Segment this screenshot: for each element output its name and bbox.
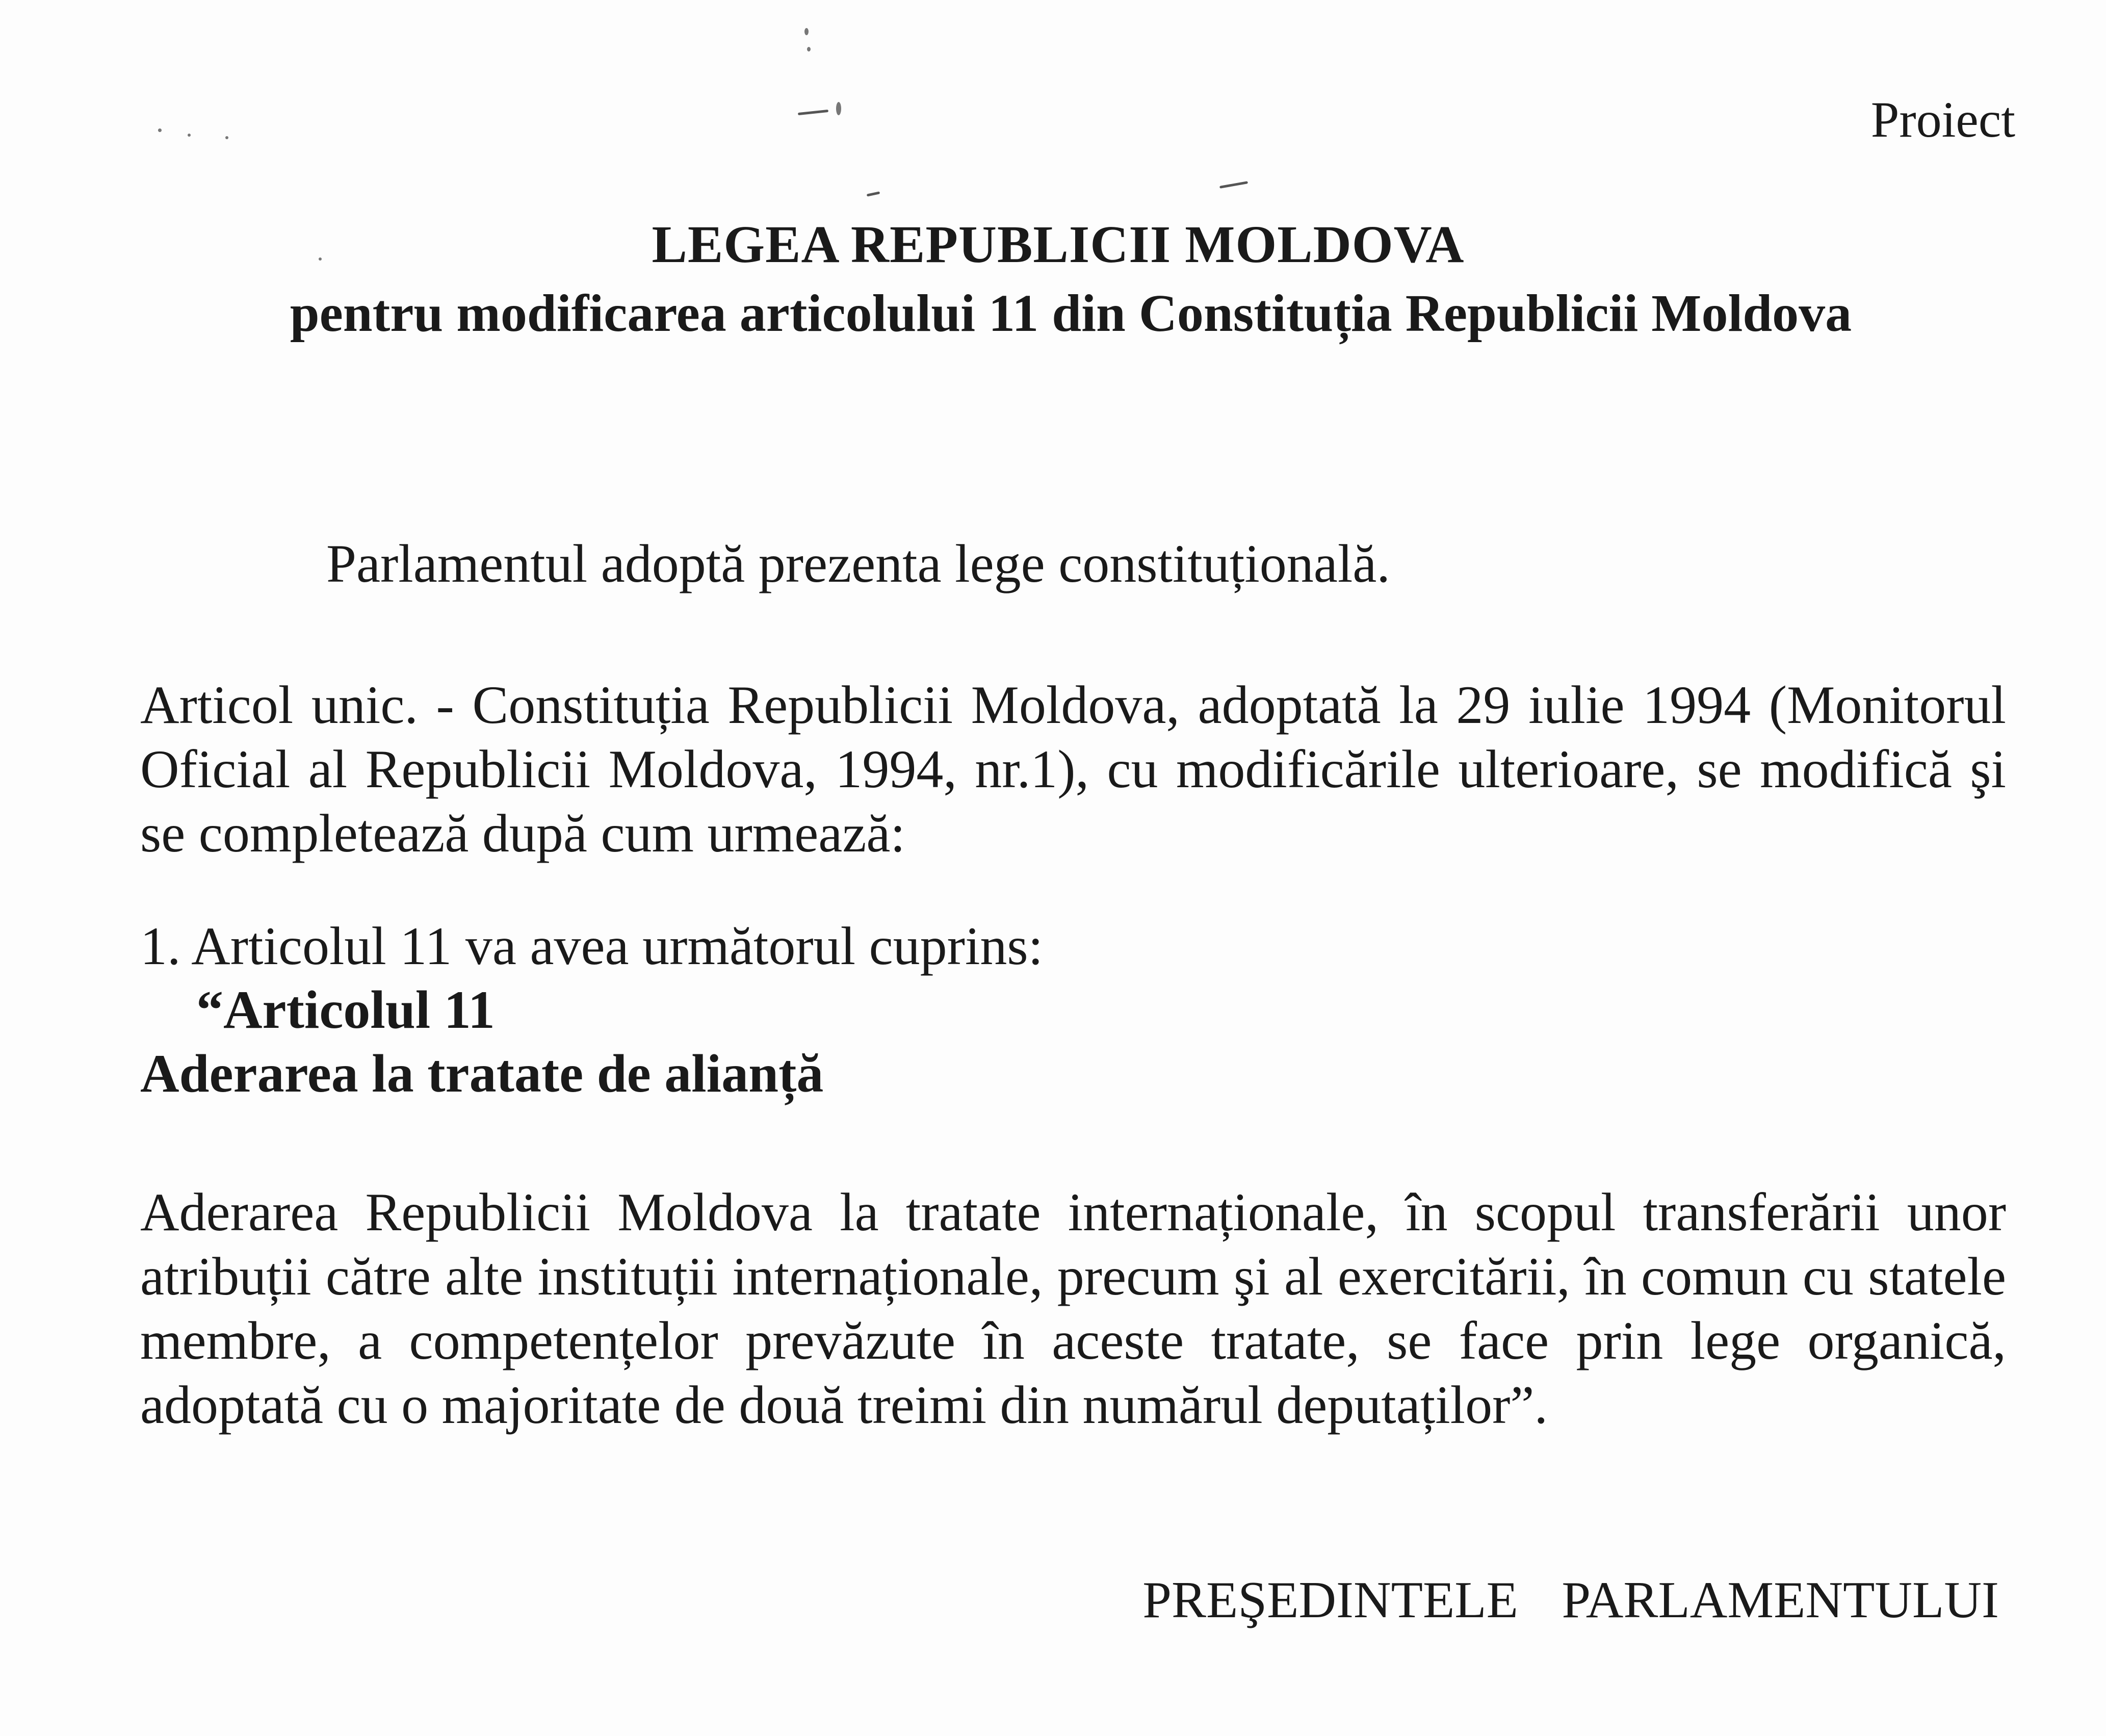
scan-speck [225, 136, 228, 139]
amendment-item-1: 1. Articolul 11 va avea următorul cuprins: [140, 916, 1044, 976]
law-title: LEGEA REPUBLICII MOLDOVA [652, 215, 1465, 274]
article-heading: Aderarea la tratate de alianță [140, 1044, 824, 1103]
scan-mark [867, 191, 880, 196]
scan-speck [188, 134, 191, 137]
scan-speck [804, 28, 809, 35]
project-label: Proiect [1870, 91, 2015, 148]
article-title: “Articolul 11 [196, 980, 495, 1040]
law-subtitle: pentru modificarea articolului 11 din Constituția Republicii Moldova [290, 284, 1852, 343]
article-text-paragraph: Aderarea Republicii Moldova la tratate internaționale, în scopul transferării unor atribuții către alte instituții internaționale, precum şi al exercitării, în comun cu statele membre, a competențelor prevăzute în aceste tratate, se face prin lege organică, adoptată cu o majoritate de două treimi din numărul deputaților”. [140, 1182, 2006, 1435]
scan-speck [836, 102, 841, 115]
article-intro-paragraph: Articol unic. - Constituția Republicii Moldova, adoptată la 29 iulie 1994 (Monitorul Oficial al Republicii Moldova, 1994, nr.1), cu modificările ulterioare, se modifică şi se completează după cum urmează: [140, 675, 2006, 863]
scan-speck [807, 47, 811, 51]
scan-mark [798, 110, 828, 115]
signature-line: PREŞEDINTELE PARLAMENTULUI [1142, 1571, 1999, 1629]
scan-speck [158, 128, 162, 132]
scan-mark [1219, 181, 1248, 189]
preamble-text: Parlamentul adoptă prezenta lege constituțională. [326, 534, 1390, 593]
